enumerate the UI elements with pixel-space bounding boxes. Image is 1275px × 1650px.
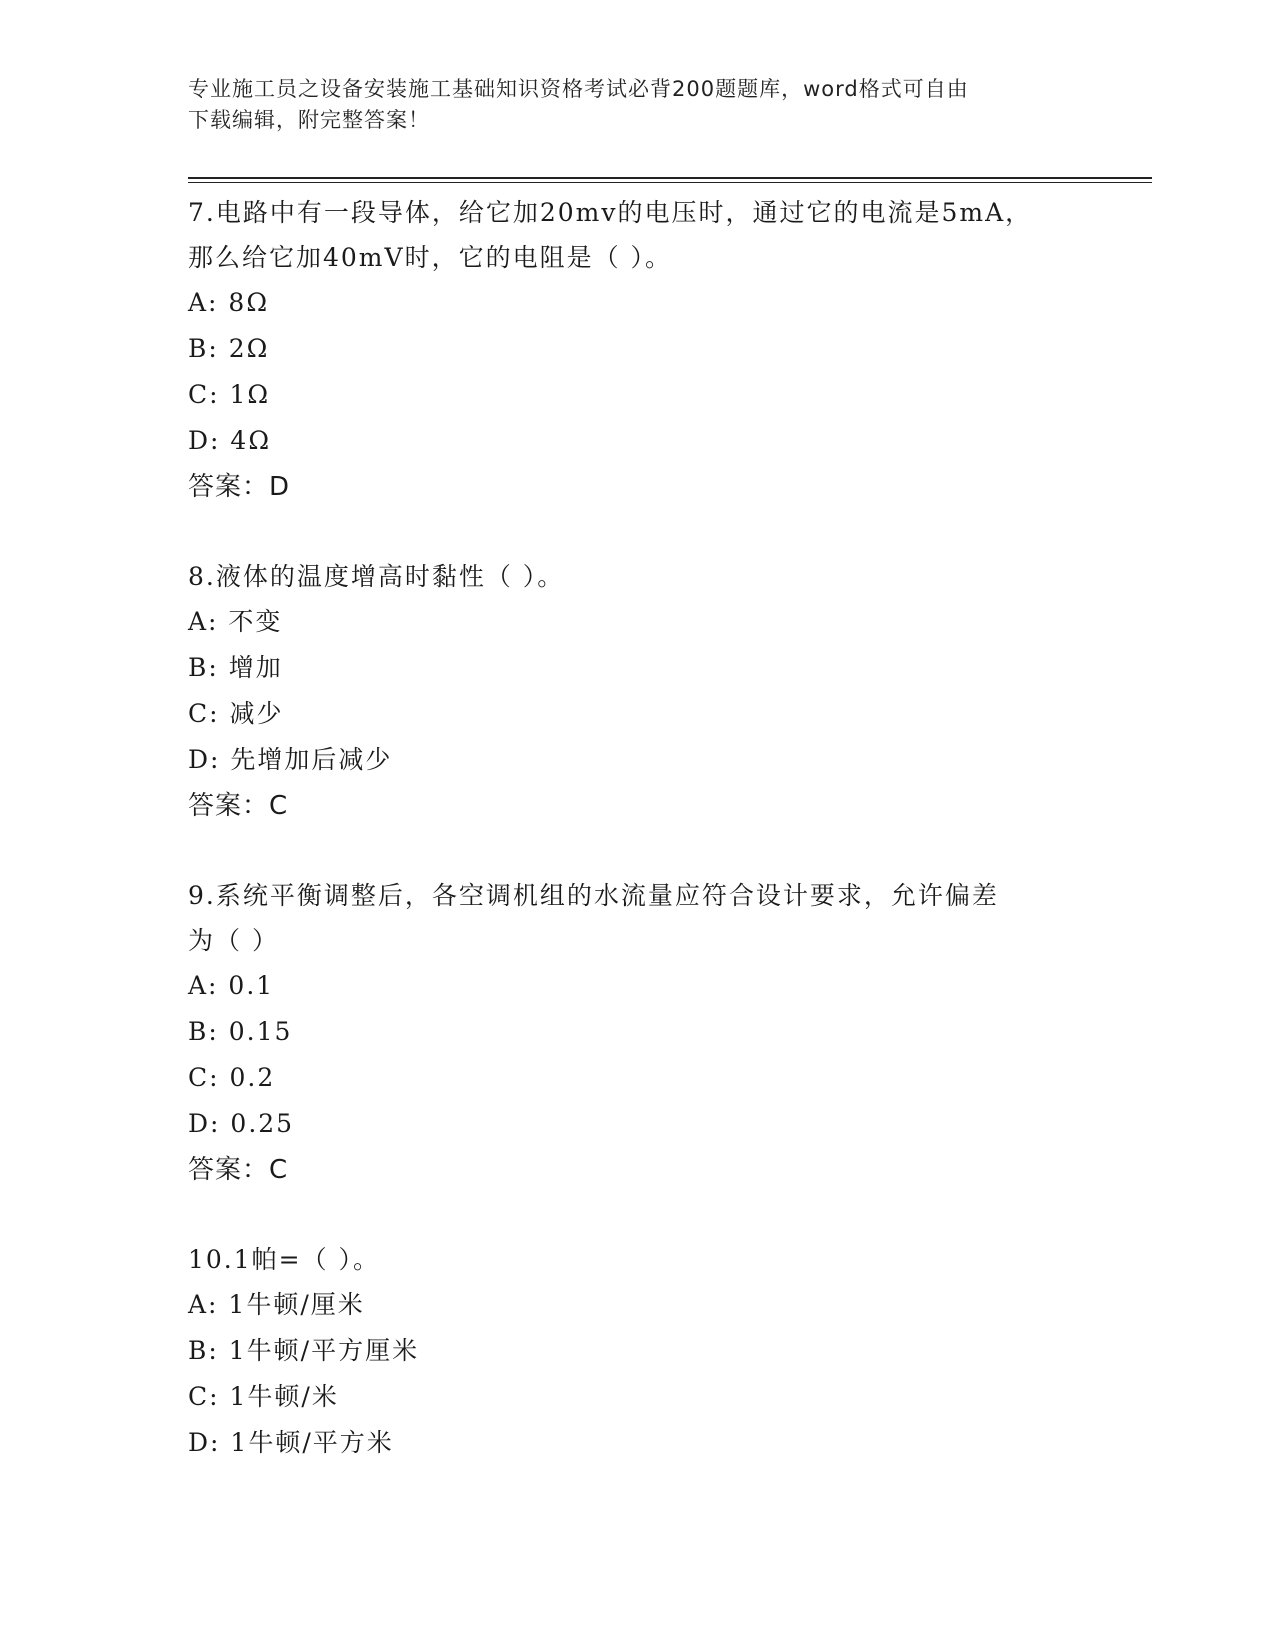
question-8-option-b: B: 增加 — [188, 653, 283, 682]
document-header — [188, 74, 1068, 136]
question-7-option-a: A: 8Ω — [188, 288, 270, 317]
question-9-option-b: B: 0.15 — [188, 1017, 293, 1046]
question-7-answer: 答案：D — [188, 472, 291, 502]
question-10-option-d: D: 1牛顿/平方米 — [188, 1428, 394, 1457]
question-8-option-a: A: 不变 — [188, 607, 283, 636]
header-title-line-2: 下载编辑，附完整答案！ — [188, 108, 430, 132]
question-7-option-b: B: 2Ω — [188, 334, 270, 363]
question-8 — [188, 554, 1088, 829]
question-10-option-c: C: 1牛顿/米 — [188, 1382, 339, 1411]
question-10-option-b: B: 1牛顿/平方厘米 — [188, 1336, 420, 1365]
question-9-answer: 答案：C — [188, 1155, 289, 1185]
question-9-option-c: C: 0.2 — [188, 1063, 276, 1092]
question-7-option-c: C: 1Ω — [188, 380, 271, 409]
question-9-option-d: D: 0.25 — [188, 1109, 295, 1138]
question-spacer — [188, 1193, 1088, 1237]
question-9-text-line-2: 为（ ） — [188, 926, 279, 955]
question-9 — [188, 873, 1088, 1193]
question-7-text-line-1: 7.电路中有一段导体，给它加20mv的电压时，通过它的电流是5mA， — [188, 198, 1033, 227]
question-10-text-line-1: 10.1帕=（ ）。 — [188, 1245, 381, 1274]
header-divider-thick — [188, 177, 1152, 179]
header-title-line-1: 专业施工员之设备安装施工基础知识资格考试必背200题题库，word格式可自由 — [188, 77, 969, 101]
question-8-option-c: C: 减少 — [188, 699, 284, 728]
header-divider-thin — [188, 182, 1152, 183]
question-8-text-line-1: 8.液体的温度增高时黏性（ ）。 — [188, 562, 565, 591]
question-spacer — [188, 510, 1088, 554]
question-8-answer: 答案：C — [188, 791, 289, 821]
question-9-text-line-1: 9.系统平衡调整后，各空调机组的水流量应符合设计要求，允许偏差 — [188, 881, 999, 910]
question-7-text-line-2: 那么给它加40mV时，它的电阻是（ ）。 — [188, 243, 673, 272]
question-list — [188, 190, 1088, 1466]
question-9-option-a: A: 0.1 — [188, 971, 275, 1000]
question-7 — [188, 190, 1088, 510]
question-7-option-d: D: 4Ω — [188, 426, 272, 455]
question-10-option-a: A: 1牛顿/厘米 — [188, 1290, 365, 1319]
question-8-option-d: D: 先增加后减少 — [188, 745, 393, 774]
question-spacer — [188, 829, 1088, 873]
question-10 — [188, 1237, 1088, 1466]
